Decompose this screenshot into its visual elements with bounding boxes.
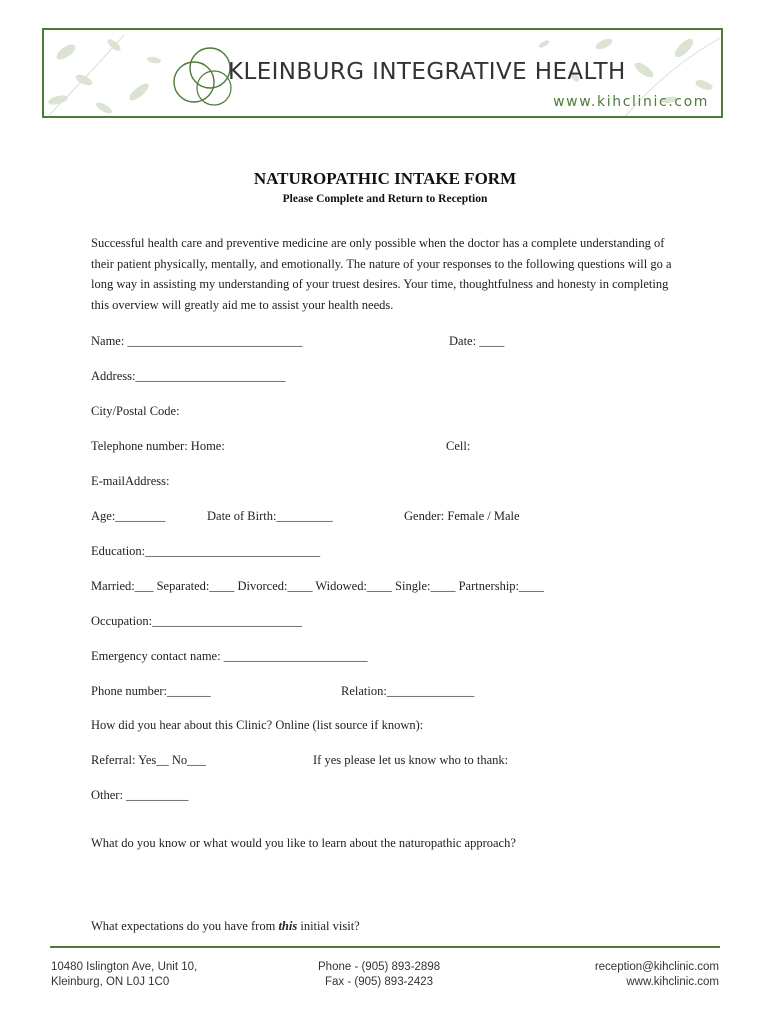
email-field[interactable]: E-mailAddress:	[91, 474, 170, 488]
naturopathic-approach-question[interactable]: What do you know or what would you like to learn about the naturopathic approach?	[91, 836, 516, 850]
footer-contact-numbers	[318, 960, 440, 990]
emergency-phone-field[interactable]: Phone number:_______	[91, 684, 211, 698]
expectations-emphasis: this	[278, 919, 298, 933]
footer-online-contact	[595, 960, 719, 990]
date-of-birth-field[interactable]: Date of Birth:_________	[207, 509, 333, 523]
other-source-field[interactable]: Other: __________	[91, 788, 189, 802]
referral-source-question[interactable]: How did you hear about this Clinic? Online (list source if known):	[91, 718, 424, 732]
footer-email[interactable]: reception@kihclinic.com	[594, 961, 719, 973]
footer-address-line1: 10480 Islington Ave, Unit 10,	[51, 961, 198, 973]
footer-address	[51, 960, 197, 990]
intro-paragraph: Successful health care and preventive medicine are only possible when the doctor has a complete understanding of their patient physically, mentally, and emotionally. The nature of your responses to the following questions will go a long way in assisting my understanding of your truest desires. Your time, thoughtfulness and honesty in completing this overview will greatly aid me to assist your health needs.	[91, 236, 672, 313]
expectations-text-end: initial visit?	[297, 919, 360, 933]
education-field[interactable]: Education:____________________________	[91, 544, 321, 558]
footer-phone: Phone - (905) 893-2898	[318, 961, 441, 973]
footer-fax: Fax - (905) 893-2423	[324, 976, 434, 988]
city-postal-field[interactable]: City/Postal Code:	[91, 404, 180, 418]
address-field[interactable]: Address:________________________	[91, 369, 286, 383]
referral-thanks-field[interactable]: If yes please let us know who to thank:	[313, 753, 509, 767]
gender-field[interactable]: Gender: Female / Male	[404, 509, 520, 523]
marital-status-field[interactable]: Married:___ Separated:____ Divorced:____ Widowed:____ Single:____ Partnership:____	[91, 579, 545, 593]
occupation-field[interactable]: Occupation:________________________	[91, 614, 303, 628]
form-subtitle: Please Complete and Return to Reception	[282, 193, 488, 205]
footer-divider	[50, 946, 720, 948]
relation-field[interactable]: Relation:______________	[341, 684, 475, 698]
home-phone-field[interactable]: Telephone number: Home:	[91, 439, 225, 453]
emergency-contact-field[interactable]: Emergency contact name: _______________________	[91, 649, 368, 663]
age-field[interactable]: Age:________	[91, 509, 166, 523]
referral-field[interactable]: Referral: Yes__ No___	[91, 753, 206, 767]
visit-expectations-question[interactable]	[91, 919, 360, 934]
expectations-text-start: What expectations do you have from	[91, 919, 279, 933]
clinic-header-banner	[42, 28, 723, 118]
date-field[interactable]: Date: ____	[449, 334, 505, 348]
form-title: NATUROPATHIC INTAKE FORM	[253, 169, 517, 188]
footer-website[interactable]: www.kihclinic.com	[626, 976, 719, 988]
cell-phone-field[interactable]: Cell:	[446, 439, 471, 453]
name-field[interactable]: Name: ____________________________	[91, 334, 303, 348]
clinic-brand-name: KLEINBURG INTEGRATIVE HEALTH	[228, 59, 626, 85]
clinic-website: www.kihclinic.com	[553, 94, 709, 110]
footer-address-line2: Kleinburg, ON L0J 1C0	[51, 976, 170, 988]
